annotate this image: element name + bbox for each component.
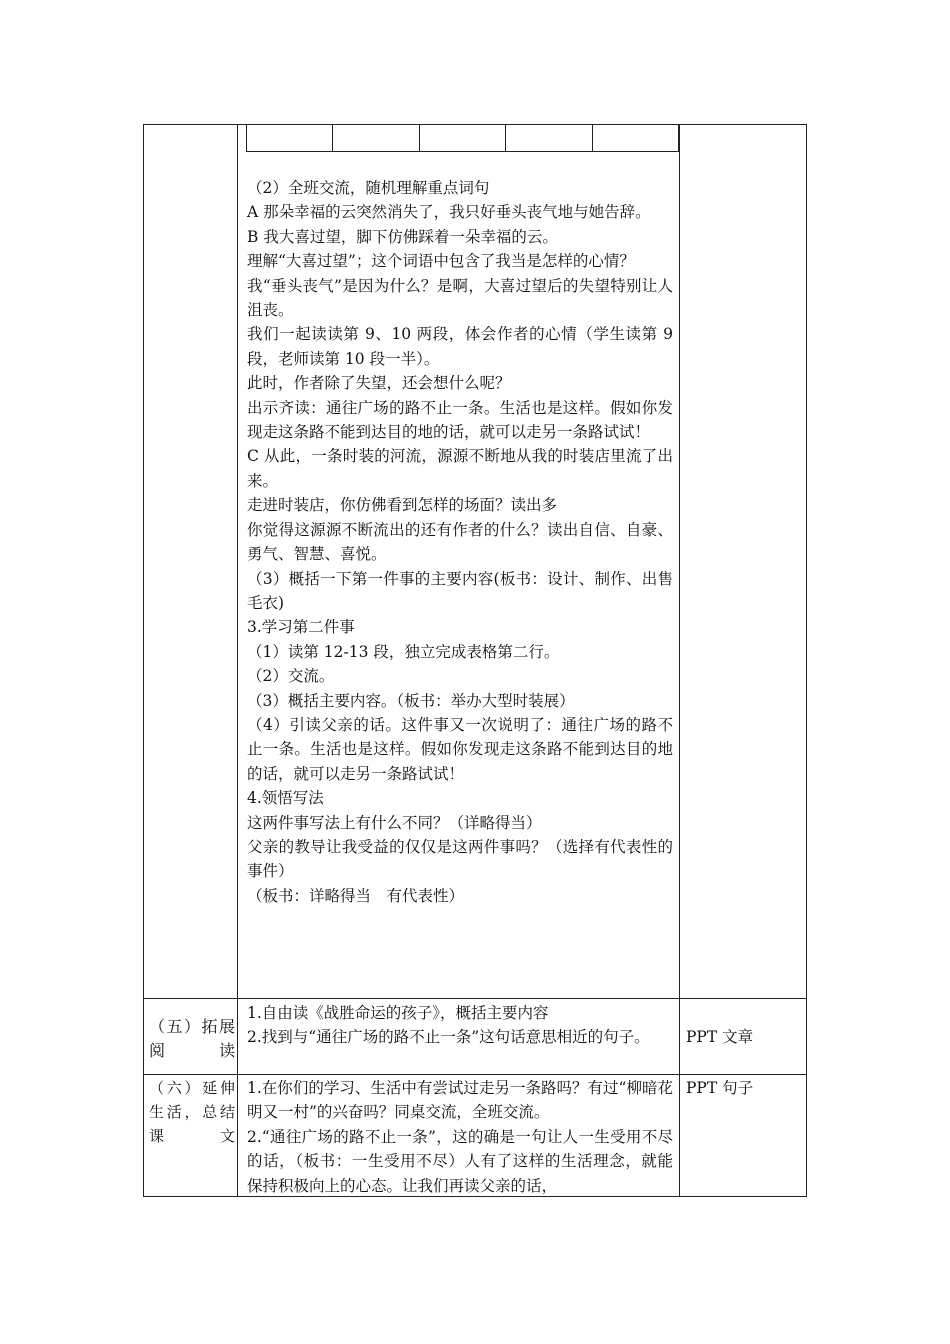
content-line: 理解“大喜过望”；这个词语中包含了我当是怎样的心情？ (247, 252, 635, 271)
content-line: 2.“通往广场的路不止一条”，这的确是一句让人一生受用不尽的话，（板书：一生受用不尽）人有了这样的生活理念，就能保持积极向上的心态。让我们再读父亲的话， (247, 1127, 673, 1195)
stage-label-five: （五）拓展阅读 (149, 1017, 235, 1060)
stage-label-six: （六）延伸生活，总结课文 (149, 1079, 235, 1145)
column-divider-1 (237, 124, 238, 1197)
row-divider-2 (143, 1074, 807, 1075)
nested-table-cell (247, 124, 333, 151)
content-line: 我们一起读读第 9、10 两段，体会作者的心情（学生读第 9 段，老师读第 10 段一半）。 (247, 325, 673, 368)
content-line: 1.在你们的学习、生活中有尝试过走另一条路吗？有过“柳暗花明又一村”的兴奋吗？同桌交流，全班交流。 (247, 1079, 673, 1122)
content-line: 你觉得这源源不断流出的还有作者的什么？读出自信、自豪、勇气、智慧、喜悦。 (247, 520, 673, 564)
content-line: （板书：详略得当 有代表性） (247, 886, 465, 905)
content-line: （4）引读父亲的话。这件事又一次说明了：通往广场的路不止一条。生活也是这样。假如你发现走这条路不能到达目的地的话，就可以走另一条路试试！ (247, 715, 673, 783)
life-extension-cell (247, 1076, 673, 1198)
extended-reading-cell (247, 1001, 673, 1050)
content-line: （1）读第 12-13 段，独立完成表格第二行。 (247, 642, 560, 661)
main-content-cell (247, 176, 673, 908)
content-line: A 那朵幸福的云突然消失了，我只好垂头丧气地与她告辞。 (247, 203, 651, 222)
content-line: 1.自由读《战胜命运的孩子》，概括主要内容 (247, 1004, 549, 1022)
resource-label-six: PPT 句子 (686, 1079, 754, 1097)
content-line: （2）全班交流，随机理解重点词句 (247, 179, 490, 197)
content-line: 走进时装店，你仿佛看到怎样的场面？读出多 (247, 496, 558, 515)
content-line: 父亲的教导让我受益的仅仅是这两件事吗？（选择有代表性的事件） (247, 837, 673, 881)
column-divider-2 (679, 124, 680, 1197)
nested-table-cell (333, 124, 419, 151)
nested-table-fragment (246, 124, 679, 152)
content-line: 2.找到与“通往广场的路不止一条”这句话意思相近的句子。 (247, 1028, 650, 1047)
content-line: （3）概括主要内容。（板书：举办大型时装展） (247, 691, 575, 710)
content-line: 出示齐读：通往广场的路不止一条。生活也是这样。假如你发现走这条路不能到达目的地的话，就可以走另一条路试试！ (247, 398, 673, 442)
content-line: 4.领悟写法 (247, 789, 324, 808)
nested-table-cell (593, 124, 678, 151)
content-line: 这两件事写法上有什么不同？（详略得当） (247, 813, 542, 832)
content-line: （3）概括一下第一件事的主要内容(板书：设计、制作、出售毛衣) (247, 569, 673, 612)
content-line: （2）交流。 (247, 667, 335, 686)
content-line: 此时，作者除了失望，还会想什么呢？ (247, 374, 511, 393)
content-line: B 我大喜过望，脚下仿佛踩着一朵幸福的云。 (247, 227, 558, 246)
resource-label-five: PPT 文章 (686, 1028, 754, 1046)
content-line: 3.学习第二件事 (247, 618, 355, 637)
content-line: C 从此，一条时装的河流，源源不断地从我的时装店里流了出来。 (247, 447, 673, 490)
content-line: 我“垂头丧气”是因为什么？是啊，大喜过望后的失望特别让人沮丧。 (247, 276, 673, 320)
row-divider-1 (143, 998, 807, 999)
nested-table-cell (506, 124, 592, 151)
nested-table-cell (420, 124, 506, 151)
